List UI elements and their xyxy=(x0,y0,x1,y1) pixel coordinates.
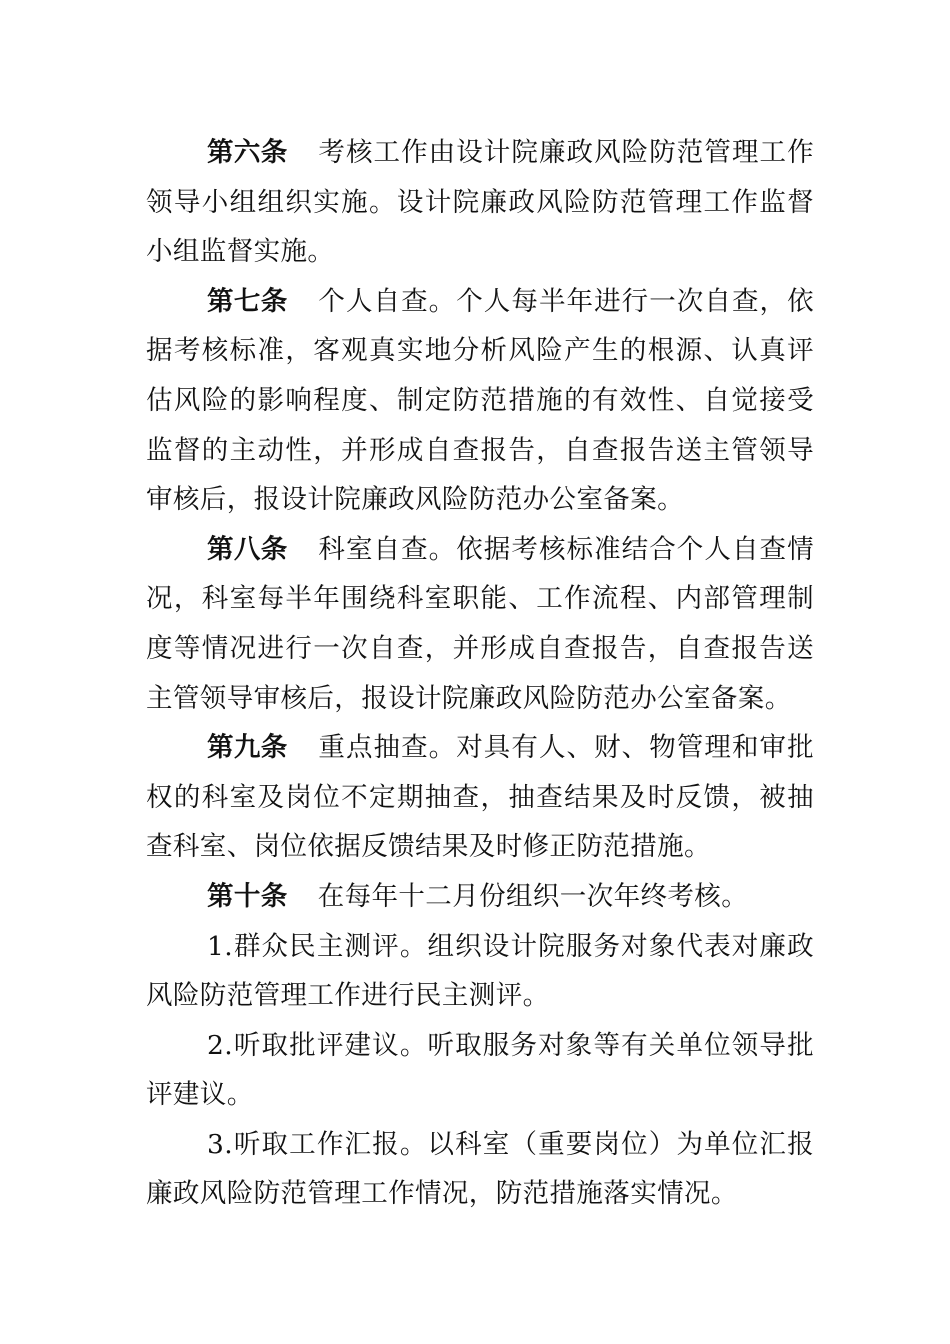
article-9-text: 重点抽查。对具有人、财、物管理和审批权的科室及岗位不定期抽查，抽查结果及时反馈，被抽查科室、岗位依据反馈结果及时修正防范措施。 xyxy=(146,732,814,863)
article-10-text: 在每年十二月份组织一次年终考核。 xyxy=(317,880,749,912)
article-6-text: 考核工作由设计院廉政风险防范管理工作领导小组组织实施。设计院廉政风险防范管理工作监督小组监督实施。 xyxy=(146,137,814,268)
list-item-2: 2.听取批评建议。听取服务对象等有关单位领导批评建议。 xyxy=(146,1029,814,1111)
article-8-text: 科室自查。依据考核标准结合个人自查情况，科室每半年围绕科室职能、工作流程、内部管理制度等情况进行一次自查，并形成自查报告，自查报告送主管领导审核后，报设计院廉政风险防范办公室备案。 xyxy=(146,533,814,714)
article-6-label: 第六条 xyxy=(207,137,288,168)
article-9 xyxy=(146,723,814,872)
article-6 xyxy=(146,128,814,277)
article-10-label: 第十条 xyxy=(207,880,288,912)
article-7-label: 第七条 xyxy=(207,285,288,317)
article-7-text: 个人自查。个人每半年进行一次自查，依据考核标准，客观真实地分析风险产生的根源、认真评估风险的影响程度、制定防范措施的有效性、自觉接受监督的主动性，并形成自查报告，自查报告送主管领导审核后，报设计院廉政风险防范办公室备案。 xyxy=(146,285,814,516)
article-7 xyxy=(146,277,814,525)
article-8 xyxy=(146,525,814,723)
article-9-label: 第九条 xyxy=(207,732,288,764)
document-body xyxy=(146,128,814,1219)
list-item-3: 3.听取工作汇报。以科室（重要岗位）为单位汇报廉政风险防范管理工作情况，防范措施落实情况。 xyxy=(146,1128,814,1210)
article-8-label: 第八条 xyxy=(207,533,288,565)
article-10 xyxy=(146,872,814,922)
list-item-1: 1.群众民主测评。组织设计院服务对象代表对廉政风险防范管理工作进行民主测评。 xyxy=(146,930,814,1012)
